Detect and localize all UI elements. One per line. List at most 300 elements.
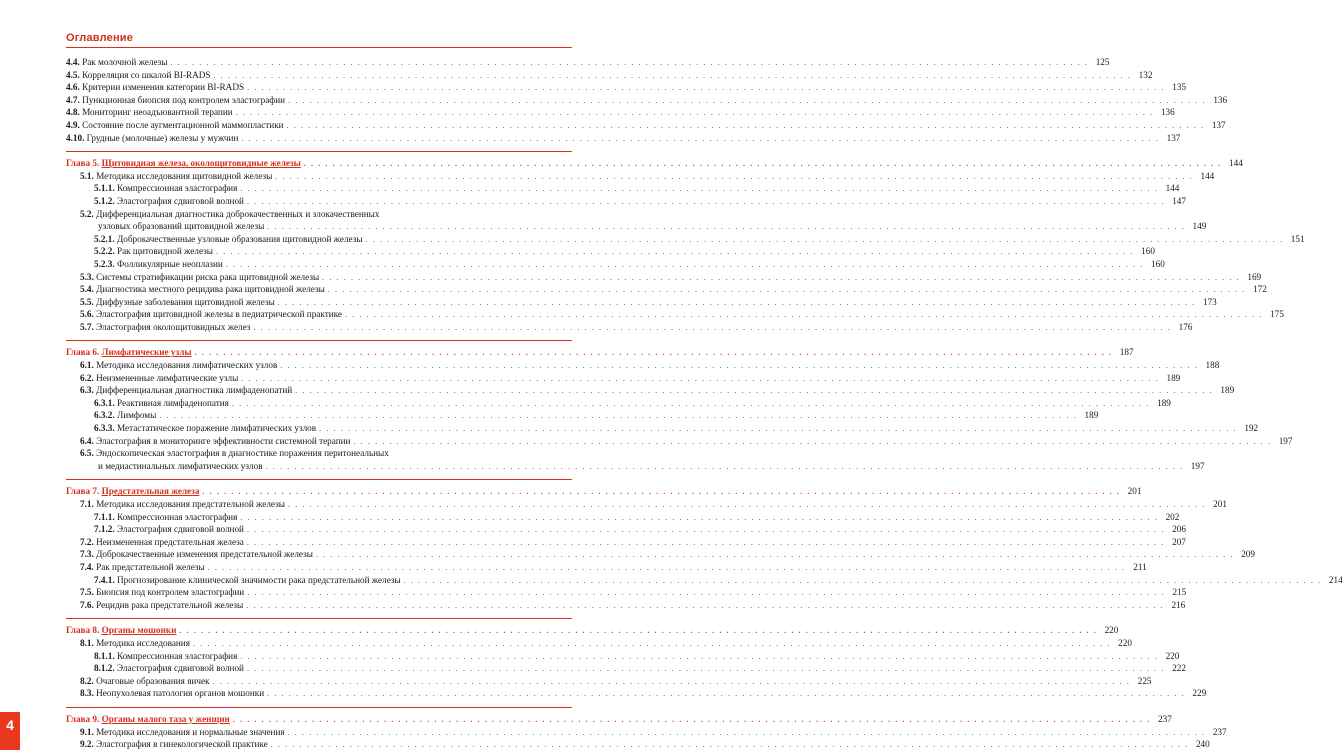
dot-leader bbox=[288, 95, 1206, 108]
dot-leader bbox=[170, 57, 1088, 70]
section-title: Лимфомы bbox=[116, 410, 157, 421]
toc-entry-text bbox=[66, 574, 401, 587]
section-number: 8.1. bbox=[80, 637, 94, 648]
header-divider bbox=[66, 47, 572, 48]
dot-leader bbox=[280, 360, 1198, 373]
toc-entry-row[interactable] bbox=[66, 56, 1110, 69]
toc-entry-text bbox=[66, 675, 210, 688]
page-reference: 135 bbox=[1172, 82, 1187, 93]
page-reference: 160 bbox=[1141, 246, 1155, 257]
dot-leader bbox=[213, 70, 1131, 83]
toc-entry-row[interactable] bbox=[66, 359, 1220, 372]
toc-entry-row[interactable] bbox=[66, 574, 1343, 587]
section-title: Эндоскопическая эластография в диагностике поражения перитонеальных bbox=[96, 448, 389, 459]
dot-leader bbox=[287, 120, 1205, 133]
dot-leader bbox=[240, 651, 1158, 664]
section-number: 8.2. bbox=[80, 675, 94, 686]
section-number: 7.3. bbox=[80, 549, 94, 560]
toc-entry-row[interactable] bbox=[66, 498, 1227, 511]
dot-leader bbox=[179, 625, 1097, 638]
toc-entry-text bbox=[66, 81, 244, 94]
toc-entry-text bbox=[66, 738, 268, 751]
chapter-divider bbox=[66, 479, 572, 480]
chapter-title: Лимфатические узлы bbox=[101, 347, 192, 358]
toc-entry-row[interactable] bbox=[66, 69, 1153, 82]
page-reference: 136 bbox=[1160, 107, 1175, 118]
toc-entry-row[interactable] bbox=[66, 372, 1181, 385]
dot-leader bbox=[319, 423, 1237, 436]
section-title: Очаговые образования яичек bbox=[96, 675, 210, 686]
dot-leader bbox=[233, 714, 1151, 727]
toc-entry-row[interactable] bbox=[66, 81, 1187, 94]
toc-entry-row[interactable] bbox=[66, 536, 1186, 549]
toc-entry-row[interactable] bbox=[66, 308, 1284, 321]
section-title: Дифференциальная диагностика лимфаденопатий bbox=[96, 385, 293, 396]
section-gap bbox=[66, 700, 572, 707]
toc-entry-row[interactable] bbox=[66, 599, 1186, 612]
section-number: 6.5. bbox=[80, 448, 94, 459]
section-number: 8.1.1. bbox=[94, 650, 115, 661]
section-title: Компрессионная эластография bbox=[116, 650, 238, 661]
dot-leader bbox=[304, 158, 1222, 171]
section-number: 5.7. bbox=[80, 321, 94, 332]
toc-chapter-row[interactable] bbox=[66, 485, 1142, 498]
toc-entry-row[interactable] bbox=[66, 586, 1187, 599]
dot-leader bbox=[202, 486, 1120, 499]
page-reference: 137 bbox=[1166, 132, 1181, 143]
page-reference: 211 bbox=[1133, 561, 1147, 572]
section-title: и медиастинальных лимфатических узлов bbox=[98, 460, 263, 471]
section-title: Мониторинг неоадъювантной терапии bbox=[82, 107, 233, 118]
dot-leader bbox=[288, 499, 1206, 512]
section-number: 6.3.1. bbox=[94, 397, 115, 408]
toc-entry-row[interactable] bbox=[66, 675, 1152, 688]
section-number: 5.2. bbox=[80, 208, 94, 219]
page-reference: 229 bbox=[1192, 688, 1207, 699]
toc-entry-text bbox=[66, 713, 230, 726]
toc-entry-row[interactable] bbox=[66, 409, 1099, 422]
toc-entry-text bbox=[66, 220, 264, 233]
dot-leader bbox=[267, 688, 1185, 701]
toc-entry-row[interactable] bbox=[66, 561, 1147, 574]
section-title: Эластография щитовидной железы в педиатрической практике bbox=[96, 309, 342, 320]
section-gap bbox=[66, 144, 572, 151]
toc-entry-row[interactable] bbox=[66, 106, 1175, 119]
section-gap bbox=[66, 611, 572, 618]
toc-entry-text bbox=[66, 308, 342, 321]
toc-entry-text bbox=[66, 599, 243, 612]
section-title: Эластография в гинекологической практике bbox=[96, 739, 268, 750]
toc-entry-text bbox=[66, 561, 205, 574]
section-title: узловых образований щитовидной железы bbox=[98, 221, 265, 232]
dot-leader bbox=[247, 587, 1165, 600]
page-reference: 160 bbox=[1151, 258, 1165, 269]
toc-entry-text bbox=[66, 650, 237, 663]
section-title: Неизмененная предстательная железа bbox=[96, 536, 244, 547]
toc-entry-text bbox=[66, 637, 190, 650]
toc-entry-text bbox=[66, 548, 313, 561]
page-reference: 136 bbox=[1213, 94, 1228, 105]
toc-entry-row[interactable] bbox=[66, 511, 1180, 524]
toc-entry-row[interactable] bbox=[66, 195, 1186, 208]
page-reference: 216 bbox=[1171, 599, 1186, 610]
dot-leader bbox=[236, 107, 1154, 120]
section-number: 6.1. bbox=[80, 360, 94, 371]
dot-leader bbox=[345, 309, 1263, 322]
section-number: 7.1.1. bbox=[94, 511, 115, 522]
dot-leader bbox=[328, 284, 1246, 297]
toc-entry-text bbox=[66, 397, 229, 410]
toc-entry-text bbox=[66, 687, 264, 700]
chapter-label: Глава 7. bbox=[66, 486, 100, 497]
dot-leader bbox=[241, 373, 1159, 386]
dot-leader bbox=[278, 297, 1196, 310]
toc-entry-row[interactable] bbox=[66, 182, 1180, 195]
page-reference: 132 bbox=[1138, 69, 1153, 80]
section-title: Реактивная лимфаденопатия bbox=[116, 397, 229, 408]
toc-chapter-row[interactable] bbox=[66, 713, 1172, 726]
section-title: Диффузные заболевания щитовидной железы bbox=[96, 296, 275, 307]
page-reference: 197 bbox=[1190, 460, 1205, 471]
toc-entry-row[interactable] bbox=[66, 258, 1165, 271]
section-number: 7.2. bbox=[80, 536, 94, 547]
page-reference: 237 bbox=[1158, 713, 1172, 724]
section-number: 9.2. bbox=[80, 739, 94, 750]
page-reference: 189 bbox=[1084, 410, 1099, 421]
toc-entry-text bbox=[66, 182, 237, 195]
toc-entry-row[interactable] bbox=[66, 220, 1207, 233]
section-title: Эластография сдвиговой волной bbox=[116, 663, 244, 674]
section-number: 5.2.1. bbox=[94, 233, 115, 244]
page-reference: 207 bbox=[1172, 536, 1186, 547]
toc-entry-text bbox=[66, 662, 244, 675]
chapter-divider bbox=[66, 340, 572, 341]
toc-entry-text bbox=[66, 435, 350, 448]
section-number: 6.3.2. bbox=[94, 410, 115, 421]
section-title: Рак молочной железы bbox=[82, 57, 168, 67]
section-title: Прогнозирование клинической значимости рака предстательной железы bbox=[116, 574, 401, 585]
page-reference: 144 bbox=[1200, 170, 1215, 181]
toc-entry-row[interactable] bbox=[66, 726, 1227, 739]
toc-entry-row[interactable] bbox=[66, 271, 1262, 284]
section-title: Рак предстательной железы bbox=[96, 561, 205, 572]
toc-entry-text bbox=[66, 460, 263, 473]
section-number: 5.1.2. bbox=[94, 195, 115, 206]
dot-leader bbox=[288, 727, 1206, 740]
toc-entry-row[interactable] bbox=[66, 384, 1235, 397]
toc-chapter-row[interactable] bbox=[66, 346, 1134, 359]
dot-leader bbox=[267, 221, 1185, 234]
section-number: 9.1. bbox=[80, 726, 94, 737]
toc-entry-text bbox=[66, 422, 316, 435]
page-reference: 144 bbox=[1229, 158, 1243, 169]
section-title: Методика исследования лимфатических узлов bbox=[96, 360, 278, 371]
toc-entry-row[interactable] bbox=[66, 687, 1207, 700]
toc-entry-row[interactable] bbox=[66, 447, 572, 460]
chapter-label: Глава 6. bbox=[66, 347, 100, 358]
section-number: 7.4.1. bbox=[94, 574, 115, 585]
page-reference: 172 bbox=[1253, 284, 1267, 295]
dot-leader bbox=[247, 663, 1165, 676]
page-reference: 209 bbox=[1241, 549, 1255, 560]
section-title: Грудные (молочные) железы у мужчин bbox=[86, 132, 239, 143]
dot-leader bbox=[247, 196, 1165, 209]
page-reference: 206 bbox=[1172, 524, 1186, 535]
section-title: Системы стратификации риска рака щитовидной железы bbox=[96, 271, 320, 282]
dot-leader bbox=[193, 638, 1111, 651]
dot-leader bbox=[246, 600, 1164, 613]
section-title: Компрессионная эластография bbox=[116, 511, 238, 522]
toc-entry-row[interactable] bbox=[66, 397, 1171, 410]
page-reference: 151 bbox=[1290, 233, 1305, 244]
section-title: Доброкачественные узловые образования щитовидной железы bbox=[116, 233, 363, 244]
dot-leader bbox=[226, 259, 1144, 272]
dot-leader bbox=[247, 82, 1165, 95]
toc-entry-text bbox=[66, 359, 277, 372]
section-title: Неопухолевая патология органов мошонки bbox=[96, 688, 265, 699]
section-title: Компрессионная эластография bbox=[116, 183, 238, 194]
toc-entry-text bbox=[66, 296, 275, 309]
page-reference: 214 bbox=[1328, 574, 1343, 585]
section-title: Неизмененные лимфатические узлы bbox=[96, 372, 239, 383]
page-number: 4 bbox=[6, 717, 14, 733]
toc-entry-row[interactable] bbox=[66, 283, 1267, 296]
section-number: 5.4. bbox=[80, 284, 94, 295]
toc-entry-row[interactable] bbox=[66, 422, 1259, 435]
toc-entry-row[interactable] bbox=[66, 170, 1215, 183]
toc-entry-text bbox=[66, 447, 389, 460]
section-number: 5.1.1. bbox=[94, 183, 115, 194]
section-number: 4.4. bbox=[66, 57, 80, 67]
section-number: 5.1. bbox=[80, 170, 94, 181]
chapter-title: Органы малого таза у женщин bbox=[101, 713, 230, 724]
page-reference: 220 bbox=[1165, 650, 1180, 661]
toc-entry-text bbox=[66, 271, 319, 284]
toc-chapter-row[interactable] bbox=[66, 157, 1243, 170]
dot-leader bbox=[247, 524, 1165, 537]
chapter-divider bbox=[66, 707, 572, 708]
dot-leader bbox=[216, 246, 1134, 259]
section-number: 4.5. bbox=[66, 69, 80, 80]
toc-entry-text bbox=[66, 321, 250, 334]
section-title: Критерии изменения категории BI-RADS bbox=[82, 82, 245, 93]
dot-leader bbox=[247, 537, 1165, 550]
toc-entry-row[interactable] bbox=[66, 637, 1132, 650]
section-title: Дифференциальная диагностика доброкачественных и злокачественных bbox=[96, 208, 380, 219]
toc-entry-text bbox=[66, 245, 213, 258]
toc-chapter-row[interactable] bbox=[66, 624, 1119, 637]
section-title: Пункционная биопсия под контролем эластографии bbox=[82, 94, 286, 105]
page-reference: 237 bbox=[1212, 726, 1227, 737]
section-number: 7.4. bbox=[80, 561, 94, 572]
toc-entry-text bbox=[66, 498, 285, 511]
toc-entry-text bbox=[66, 208, 379, 221]
section-title: Эластография в мониторинге эффективности системной терапии bbox=[96, 435, 351, 446]
toc-entry-text bbox=[66, 726, 285, 739]
toc-entry-text bbox=[66, 106, 233, 119]
section-number: 8.1.2. bbox=[94, 663, 115, 674]
toc-entry-row[interactable] bbox=[66, 296, 1217, 309]
page-reference: 189 bbox=[1157, 397, 1171, 408]
toc-entry-text bbox=[66, 536, 244, 549]
toc-entry-text bbox=[66, 132, 238, 145]
toc-entry-row[interactable] bbox=[66, 548, 1255, 561]
section-title: Диагностика местного рецидива рака щитовидной железы bbox=[96, 284, 325, 295]
section-number: 5.2.2. bbox=[94, 246, 115, 257]
dot-leader bbox=[316, 549, 1234, 562]
section-title: Состояние после аугментационной маммопластики bbox=[82, 119, 284, 130]
dot-leader bbox=[353, 436, 1271, 449]
toc-entry-row[interactable] bbox=[66, 208, 572, 221]
page-reference: 176 bbox=[1178, 321, 1193, 332]
toc-entry-row[interactable] bbox=[66, 321, 1193, 334]
toc-entry-row[interactable] bbox=[66, 119, 1226, 132]
toc-entry-row[interactable] bbox=[66, 233, 1305, 246]
section-number: 5.5. bbox=[80, 296, 94, 307]
chapter-title: Предстательная железа bbox=[101, 486, 200, 497]
page-reference: 215 bbox=[1172, 587, 1187, 598]
toc-entry-text bbox=[66, 384, 292, 397]
page-reference: 189 bbox=[1220, 385, 1235, 396]
page-reference: 201 bbox=[1213, 499, 1227, 509]
dot-leader bbox=[322, 272, 1240, 285]
section-title: Методика исследования и нормальные значения bbox=[96, 726, 285, 737]
dot-leader bbox=[232, 398, 1150, 411]
page-reference: 225 bbox=[1137, 675, 1152, 686]
toc-entry-text bbox=[66, 157, 301, 170]
toc-entry-text bbox=[66, 372, 238, 385]
page-reference: 169 bbox=[1247, 271, 1262, 282]
section-number: 6.3.3. bbox=[94, 423, 115, 434]
toc-entry-row[interactable] bbox=[66, 650, 1180, 663]
section-number: 4.6. bbox=[66, 82, 80, 93]
section-title: Эластография сдвиговой волной bbox=[116, 524, 244, 535]
section-gap bbox=[66, 472, 572, 479]
page-reference: 137 bbox=[1211, 119, 1226, 130]
toc-entry-row[interactable] bbox=[66, 460, 1205, 473]
dot-leader bbox=[271, 739, 1189, 752]
section-title: Методика исследования предстательной железы bbox=[96, 499, 285, 509]
toc-entry-row[interactable] bbox=[66, 94, 1228, 107]
toc-entry-text bbox=[66, 233, 363, 246]
toc-entry-text bbox=[66, 56, 167, 69]
section-title: Рецидив рака предстательной железы bbox=[96, 599, 244, 610]
table-of-contents bbox=[66, 56, 1343, 751]
section-number: 4.10. bbox=[66, 132, 85, 143]
toc-entry-text bbox=[66, 170, 272, 183]
toc-entry-row[interactable] bbox=[66, 435, 1293, 448]
section-gap bbox=[66, 333, 572, 340]
section-number: 7.1. bbox=[80, 499, 94, 509]
section-title: Метастатическое поражение лимфатических узлов bbox=[116, 423, 317, 434]
chapter-label: Глава 5. bbox=[66, 158, 100, 169]
dot-leader bbox=[241, 133, 1159, 146]
section-title: Рак щитовидной железы bbox=[116, 246, 213, 257]
toc-entry-text bbox=[66, 523, 244, 536]
section-number: 4.7. bbox=[66, 94, 80, 105]
section-number: 7.1.2. bbox=[94, 524, 115, 535]
section-title: Методика исследования щитовидной железы bbox=[96, 170, 273, 181]
page-reference: 197 bbox=[1278, 435, 1293, 446]
toc-entry-row[interactable] bbox=[66, 662, 1186, 675]
section-number: 7.5. bbox=[80, 587, 94, 598]
page-reference: 175 bbox=[1270, 309, 1284, 320]
toc-entry-text bbox=[66, 346, 192, 359]
page-reference: 220 bbox=[1118, 637, 1132, 648]
toc-entry-text bbox=[66, 283, 325, 296]
dot-leader bbox=[295, 385, 1213, 398]
section-number: 5.3. bbox=[80, 271, 94, 282]
dot-leader bbox=[195, 347, 1113, 360]
toc-entry-text bbox=[66, 409, 156, 422]
toc-entry-text bbox=[66, 485, 199, 498]
toc-entry-text bbox=[66, 258, 223, 271]
section-number: 5.6. bbox=[80, 309, 94, 320]
dot-leader bbox=[240, 512, 1158, 525]
toc-entry-row[interactable] bbox=[66, 523, 1186, 536]
page-reference: 189 bbox=[1166, 372, 1181, 383]
chapter-label: Глава 9. bbox=[66, 713, 100, 724]
section-number: 6.3. bbox=[80, 385, 94, 396]
page-reference: 222 bbox=[1172, 663, 1186, 674]
page-reference: 173 bbox=[1202, 296, 1217, 307]
page-reference: 144 bbox=[1165, 183, 1180, 194]
section-number: 4.9. bbox=[66, 119, 80, 130]
section-title: Методика исследования bbox=[96, 637, 190, 648]
toc-entry-row[interactable] bbox=[66, 132, 1181, 145]
page-reference: 192 bbox=[1244, 423, 1259, 434]
toc-entry-text bbox=[66, 94, 285, 107]
toc-entry-text bbox=[66, 511, 237, 524]
section-number: 6.2. bbox=[80, 372, 94, 383]
section-number: 6.4. bbox=[80, 435, 94, 446]
chapter-divider bbox=[66, 618, 572, 619]
page-reference: 201 bbox=[1127, 486, 1142, 497]
toc-entry-row[interactable] bbox=[66, 245, 1155, 258]
section-title: Биопсия под контролем эластографии bbox=[96, 587, 245, 598]
toc-entry-text bbox=[66, 586, 244, 599]
page-reference: 125 bbox=[1095, 57, 1110, 67]
section-title: Доброкачественные изменения предстательной железы bbox=[96, 549, 313, 560]
page-reference: 202 bbox=[1165, 511, 1180, 522]
page-reference: 220 bbox=[1104, 625, 1119, 636]
section-number: 5.2.3. bbox=[94, 258, 115, 269]
chapter-label: Глава 8. bbox=[66, 625, 100, 636]
page-header-title: Оглавление bbox=[66, 32, 134, 44]
section-number: 4.8. bbox=[66, 107, 80, 118]
section-title: Эластография околощитовидных желез bbox=[96, 321, 251, 332]
toc-entry-text bbox=[66, 119, 284, 132]
page-reference: 187 bbox=[1119, 347, 1134, 358]
chapter-divider bbox=[66, 151, 572, 152]
dot-leader bbox=[275, 171, 1193, 184]
toc-entry-text bbox=[66, 195, 244, 208]
chapter-title: Органы мошонки bbox=[101, 625, 177, 636]
toc-entry-row[interactable] bbox=[66, 738, 1210, 751]
page-reference: 147 bbox=[1172, 195, 1186, 206]
toc-entry-text bbox=[66, 69, 210, 82]
section-title: Эластография сдвиговой волной bbox=[116, 195, 244, 206]
dot-leader bbox=[253, 322, 1171, 335]
chapter-title: Щитовидная железа, околощитовидные железы bbox=[101, 158, 301, 169]
section-number: 8.3. bbox=[80, 688, 94, 699]
section-title: Корреляция со шкалой BI-RADS bbox=[82, 69, 211, 80]
page-reference: 188 bbox=[1205, 360, 1220, 371]
page-reference: 240 bbox=[1195, 739, 1210, 750]
dot-leader bbox=[266, 461, 1184, 474]
section-number: 7.6. bbox=[80, 599, 94, 610]
dot-leader bbox=[240, 183, 1158, 196]
